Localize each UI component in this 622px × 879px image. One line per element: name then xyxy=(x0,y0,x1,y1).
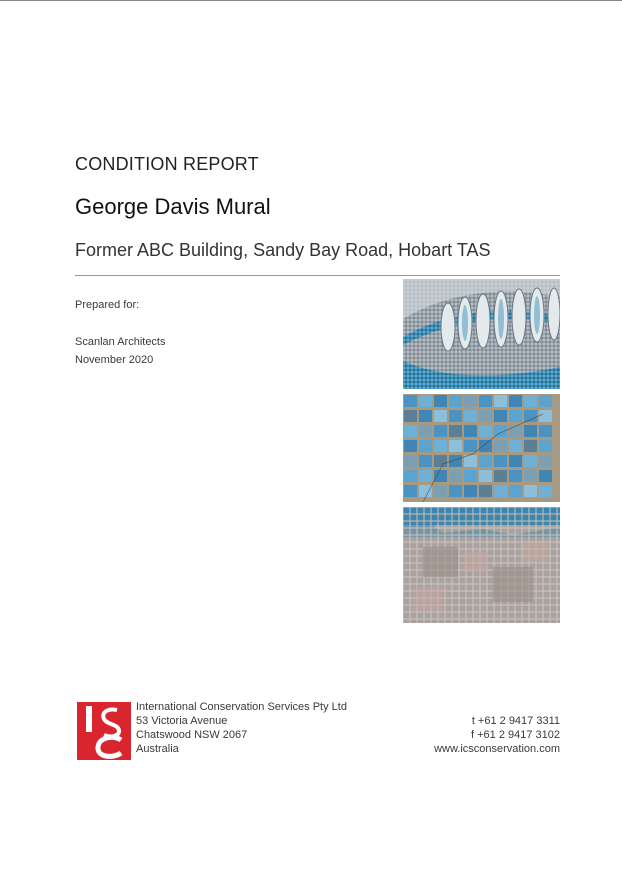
company-name: International Conservation Services Pty Ltd xyxy=(136,701,347,713)
phone-number: t +61 2 9417 3311 xyxy=(471,715,560,727)
ics-logo xyxy=(77,702,131,760)
company-address xyxy=(136,700,347,756)
blue-tile-closeup-photo xyxy=(403,394,560,502)
address-line-2: Chatswood NSW 2067 xyxy=(136,729,248,741)
prepared-for-label: Prepared for: xyxy=(75,299,140,311)
page-title: George Davis Mural xyxy=(75,194,271,219)
report-type: CONDITION REPORT xyxy=(75,154,259,174)
grey-tile-closeup-photo xyxy=(403,507,560,623)
report-date: November 2020 xyxy=(75,354,154,366)
divider xyxy=(75,275,560,276)
photo-column xyxy=(403,279,560,628)
mosaic-overview-photo xyxy=(403,279,560,389)
contact-details xyxy=(434,714,560,756)
fax-number: f +61 2 9417 3102 xyxy=(471,729,560,741)
top-border xyxy=(0,0,622,1)
client-block xyxy=(75,333,166,369)
address-line-1: 53 Victoria Avenue xyxy=(136,715,228,727)
client-name: Scanlan Architects xyxy=(75,336,166,348)
page-subtitle: Former ABC Building, Sandy Bay Road, Hobart TAS xyxy=(75,240,491,260)
website-link[interactable]: www.icsconservation.com xyxy=(434,743,560,755)
address-country: Australia xyxy=(136,743,179,755)
